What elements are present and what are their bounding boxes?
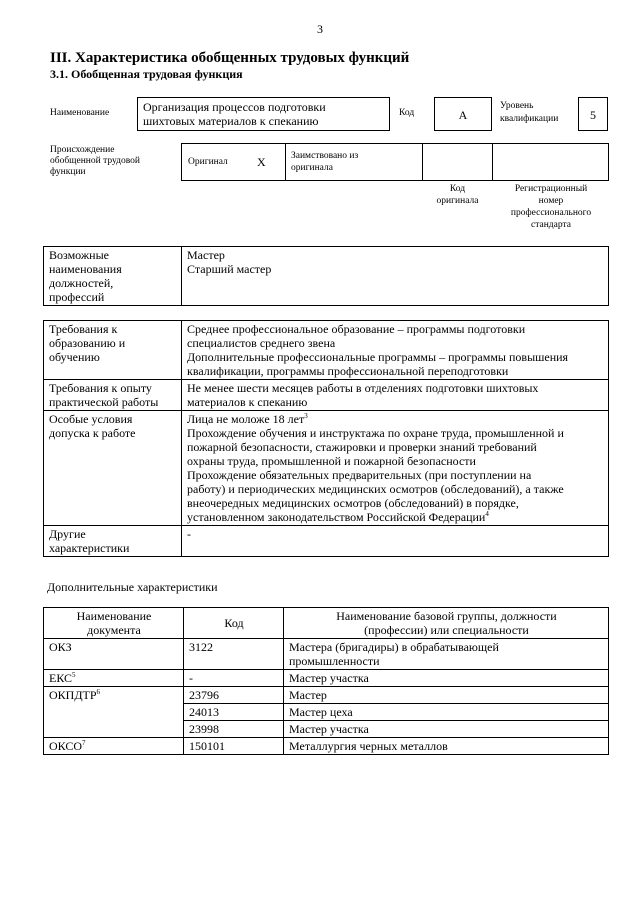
doc-cell: ОКСО$^7$ xyxy=(44,738,184,755)
name-value-box xyxy=(137,97,390,131)
footnote-sup: 6 xyxy=(96,688,101,696)
other-label: Другие характеристики xyxy=(44,526,182,557)
code-cell: 150101 xyxy=(184,738,284,755)
name-cell: Мастер xyxy=(284,687,609,704)
education-value: Среднее профессиональное образование – программы подготовки специалистов среднего звена Дополнительные профессиональные программы – программы повышения квалификации, программы профессиональной переподготовки xyxy=(182,321,609,380)
borrowed-line2: оригинала xyxy=(291,163,333,173)
code-cell: 3122 xyxy=(184,639,284,670)
original-label: Оригинал xyxy=(188,157,228,167)
additional-title: Дополнительные характеристики xyxy=(47,580,218,594)
special-label: Особые условия допуска к работе xyxy=(44,411,182,526)
positions-table xyxy=(43,246,609,306)
borrowed-line1: Заимствовано из xyxy=(291,151,359,161)
origin-divider-1 xyxy=(285,143,286,181)
name-cell: Мастер участка xyxy=(284,670,609,687)
additional-table xyxy=(43,607,609,755)
name-value-line2: шихтовых материалов к спеканию xyxy=(143,114,319,128)
footnote-sup: 7 xyxy=(82,739,86,747)
table-row xyxy=(44,670,609,687)
code-value-box xyxy=(434,97,492,131)
original-mark: X xyxy=(257,155,266,169)
doc-cell: ОКЗ xyxy=(44,639,184,670)
reg-line3: профессионального xyxy=(510,208,592,218)
reg-line4: стандарта xyxy=(531,220,571,230)
experience-value: Не менее шести месяцев работы в отделениях подготовки шихтовых материалов к спеканию xyxy=(182,380,609,411)
code-value: A xyxy=(458,108,468,122)
col-header-code: Код xyxy=(184,608,284,639)
positions-value: Мастер Старший мастер xyxy=(182,247,609,306)
page-number: 3 xyxy=(317,22,323,36)
footnote-4: 4 xyxy=(485,510,489,518)
name-cell: Мастер участка xyxy=(284,721,609,738)
requirements-table xyxy=(43,320,609,557)
origin-box xyxy=(181,143,609,181)
code-cell: 24013 xyxy=(184,704,284,721)
code-cell: - xyxy=(184,670,284,687)
level-value: 5 xyxy=(590,108,596,122)
origin-label-line1: Происхождение xyxy=(50,145,115,155)
footnote-3: 3 xyxy=(304,412,308,420)
level-label-line2: квалификации xyxy=(500,114,559,124)
name-cell: Мастера (бригадиры) в обрабатывающей промышленности xyxy=(284,639,609,670)
code-cell: 23796 xyxy=(184,687,284,704)
origin-label-line2: обобщенной трудовой xyxy=(50,156,140,166)
origin-label-line3: функции xyxy=(50,167,86,177)
level-label-line1: Уровень xyxy=(500,101,534,111)
level-value-box xyxy=(578,97,608,131)
code-label: Код xyxy=(399,108,415,118)
col-header-document: Наименование документа xyxy=(44,608,184,639)
name-cell: Мастер цеха xyxy=(284,704,609,721)
name-cell: Металлургия черных металлов xyxy=(284,738,609,755)
experience-label: Требования к опыту практической работы xyxy=(44,380,182,411)
doc-cell: ЕКС$^5$ xyxy=(44,670,184,687)
table-row xyxy=(44,687,609,704)
subsection-title: 3.1. Обобщенная трудовая функция xyxy=(50,67,243,81)
table-row xyxy=(44,639,609,670)
name-value-line1: Организация процессов подготовки xyxy=(143,100,326,114)
col-header-name: Наименование базовой группы, должности (профессии) или специальности xyxy=(284,608,609,639)
other-value: - xyxy=(182,526,609,557)
reg-line1: Регистрационный xyxy=(514,184,588,194)
code-orig-line1: Код xyxy=(449,184,466,194)
reg-line2: номер xyxy=(538,196,564,206)
origin-divider-2 xyxy=(422,143,423,181)
name-label: Наименование xyxy=(50,108,110,118)
code-cell: 23998 xyxy=(184,721,284,738)
code-orig-line2: оригинала xyxy=(436,196,479,206)
table-row xyxy=(44,738,609,755)
doc-cell: ОКПДТР$^6$ xyxy=(44,687,184,738)
footnote-sup: 5 xyxy=(72,671,76,679)
positions-label: Возможные наименования должностей, профессий xyxy=(44,247,182,306)
education-label: Требования к образованию и обучению xyxy=(44,321,182,380)
origin-divider-3 xyxy=(492,143,493,181)
section-title: III. Характеристика обобщенных трудовых функций xyxy=(50,50,410,66)
special-value: Лица не моложе 18 лет$^3$ Прохождение обучения и инструктажа по охране труда, промышленной и пожарной безопасности, стажировки и проверки знаний требований охраны труда, промышленной и пожарной безопасности Прохождение обязательных предварительных (при поступлении на работу) и периодических медицинских осмотров (обследований), а также внеочередных медицинских осмотров (обследований) в порядке, установленном законодательством Российской Федерации$^4$ xyxy=(182,411,609,526)
